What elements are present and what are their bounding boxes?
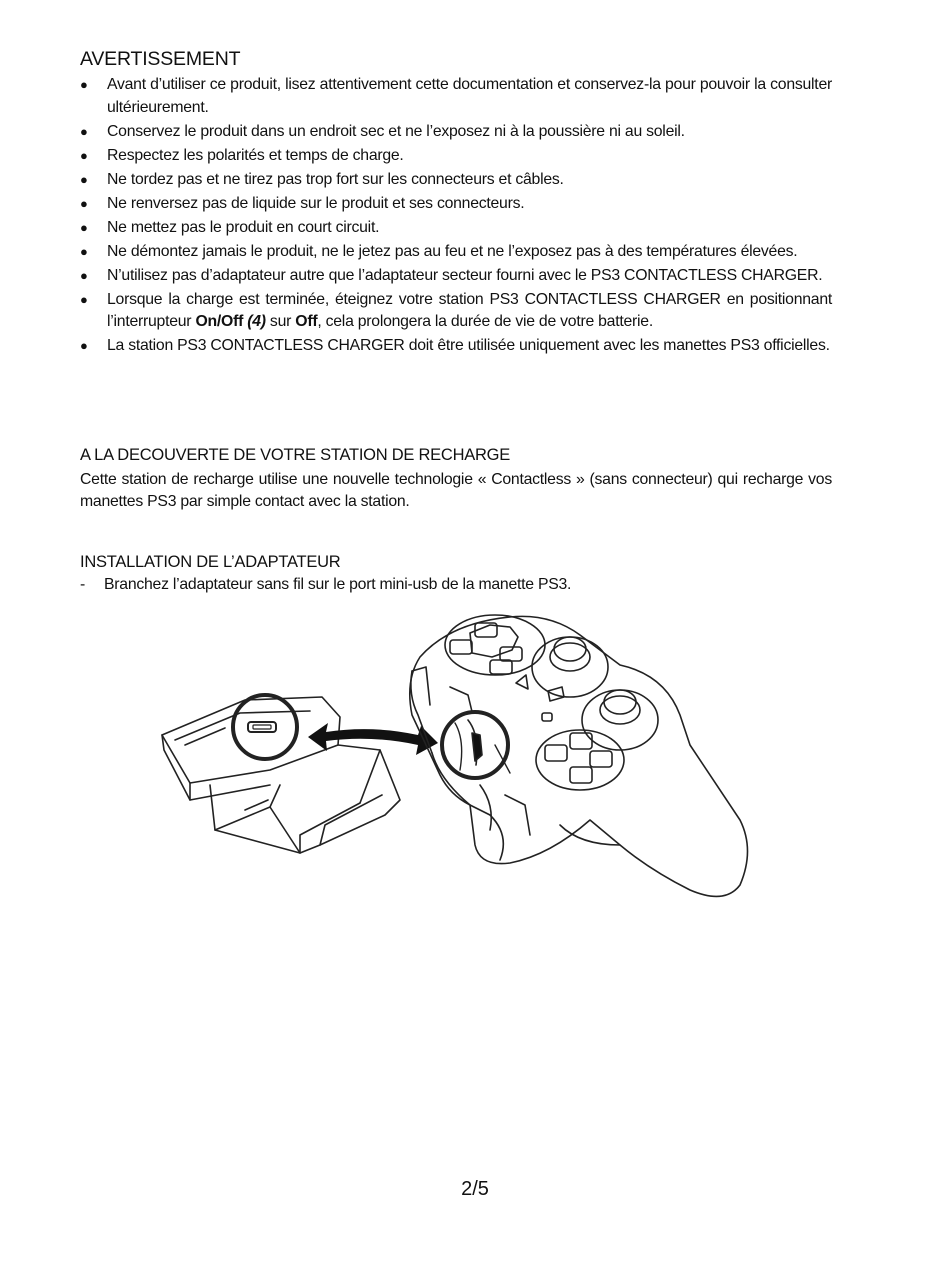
- bullet-icon: ●: [80, 123, 88, 139]
- bullet-icon: ●: [80, 171, 88, 187]
- warning-item-text: Ne tordez pas et ne tirez pas trop fort sur les connecteurs et câbles.: [107, 170, 564, 188]
- bullet-icon: ●: [80, 291, 88, 307]
- dash-marker: -: [80, 576, 86, 593]
- discovery-title: A LA DECOUVERTE DE VOTRE STATION DE RECHARGE: [80, 446, 511, 464]
- list-item: [80, 74, 832, 119]
- warning-item-text: Avant d’utiliser ce produit, lisez attentivement cette documentation et conservez-la pour pouvoir la consulter ultérieurement.: [107, 76, 832, 116]
- warning-item-text: Ne renversez pas de liquide sur le produit et ses connecteurs.: [107, 194, 525, 212]
- bullet-icon: ●: [80, 243, 88, 259]
- installation-title: INSTALLATION DE L’ADAPTATEUR: [80, 553, 341, 571]
- bullet-icon: ●: [80, 338, 88, 353]
- bullet-icon: ●: [80, 77, 88, 92]
- switch-off-label: Off: [295, 313, 318, 330]
- warning-item-text: , cela prolongera la durée de vie de votre batterie.: [317, 313, 653, 330]
- warning-item-text: Respectez les polarités et temps de charge.: [107, 146, 404, 164]
- list-item: [80, 289, 832, 334]
- bullet-icon: ●: [80, 195, 88, 211]
- discovery-text: Cette station de recharge utilise une nouvelle technologie « Contactless » (sans connecteur) qui recharge vos manettes PS3 par simple contact avec la station.: [80, 471, 832, 510]
- warning-item-text: La station PS3 CONTACTLESS CHARGER doit être utilisée uniquement avec les manettes PS3 officielles.: [107, 337, 830, 354]
- switch-reference: (4): [247, 313, 266, 330]
- list-item: [80, 193, 832, 216]
- page-number: 2/5: [461, 1178, 489, 1200]
- list-item: [80, 241, 832, 264]
- warning-list: [80, 74, 832, 359]
- mini-usb-port-icon: [248, 722, 276, 732]
- installation-step-text: Branchez l’adaptateur sans fil sur le port mini-usb de la manette PS3.: [104, 576, 572, 593]
- bullet-icon: ●: [80, 147, 88, 163]
- warning-item-text: sur: [265, 313, 296, 330]
- list-item: [80, 169, 832, 192]
- adapter-drawing: [162, 697, 400, 853]
- warning-item-text: Ne mettez pas le produit en court circuit.: [107, 218, 380, 236]
- warning-item-text: Conservez le produit dans un endroit sec et ne l’exposez ni à la poussière ni au soleil.: [107, 122, 685, 140]
- warning-item-text: N’utilisez pas d’adaptateur autre que l’adaptateur secteur fourni avec le PS3 CONTACTLESS CHARGER.: [107, 266, 823, 284]
- bullet-icon: ●: [80, 219, 88, 235]
- warning-item-text: Ne démontez jamais le produit, ne le jetez pas au feu et ne l’exposez pas à des températures élevées.: [107, 242, 798, 260]
- list-item: [80, 335, 832, 358]
- list-item: [80, 265, 832, 288]
- list-item: [80, 217, 832, 240]
- warning-title: AVERTISSEMENT: [80, 48, 241, 70]
- list-item: [80, 121, 832, 144]
- switch-label: On/Off: [195, 313, 244, 330]
- adapter-port-highlight: [233, 695, 297, 759]
- installation-step: [80, 576, 571, 594]
- list-item: [80, 145, 832, 168]
- bullet-icon: ●: [80, 267, 88, 283]
- adapter-controller-illustration: [150, 605, 760, 905]
- warning-item-text: Lorsque la charge est terminée, éteignez votre station PS3 CONTACTLESS CHARGER en positionnant l’interrupteur: [107, 290, 832, 330]
